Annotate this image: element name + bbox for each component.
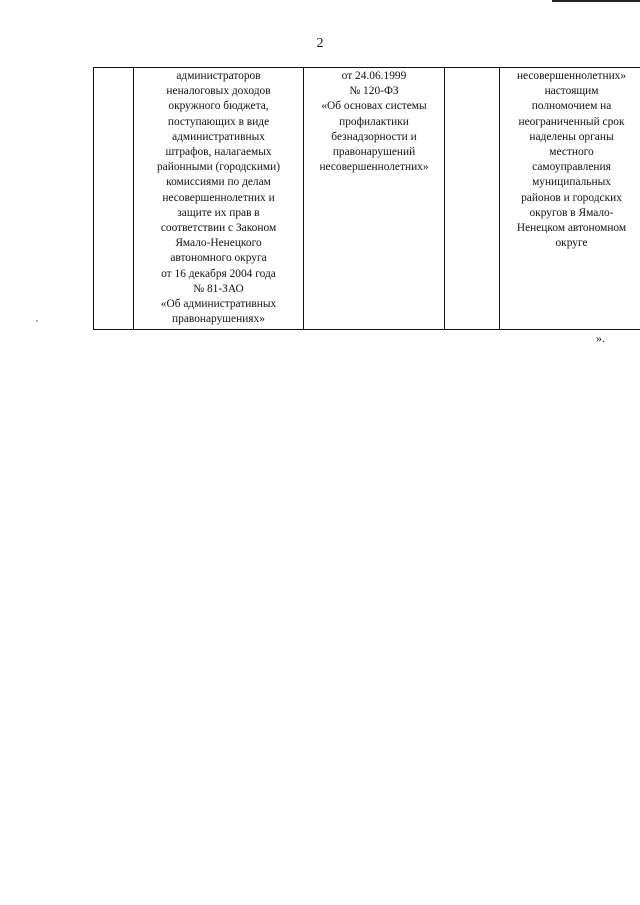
cell-text-line: несовершеннолетних»: [516, 70, 627, 82]
page-number: 2: [316, 36, 324, 51]
cell-text-line: неограниченный срок: [518, 115, 625, 128]
cell-text-line: неналоговых доходов: [166, 85, 271, 98]
cell-text-line: от 24.06.1999: [341, 70, 407, 82]
cell-text-line: Ненецком автономном: [516, 222, 627, 235]
cell-text-line: самоуправления: [532, 161, 611, 174]
cell-text-line: несовершеннолетних»: [319, 161, 429, 174]
cell-text-line: соответствии с Законом: [160, 222, 277, 235]
cell-text-line: администраторов: [176, 70, 261, 82]
cell-text-line: округе: [555, 237, 588, 250]
cell-text-line: № 120-ФЗ: [349, 85, 399, 98]
cell-text-line: защите их прав в: [177, 206, 260, 219]
table-cell-administrators: [134, 68, 304, 330]
table-cell-authority: [500, 68, 640, 330]
cell-text-line: комиссиями по делам: [166, 176, 271, 189]
cell-text-line: окружного бюджета,: [168, 100, 269, 113]
cell-text-line: штрафов, налагаемых: [165, 146, 272, 159]
table-cell-number: [94, 68, 134, 330]
cell-text-line: поступающих в виде: [167, 115, 270, 128]
cell-text-line: «Об основах системы: [321, 100, 427, 113]
cell-text-line: районными (городскими): [156, 161, 281, 174]
cell-text-line: Ямало-Ненецкого: [175, 237, 262, 250]
cell-text-line: профилактики: [339, 115, 409, 128]
cell-text-line: автономного округа: [170, 252, 267, 265]
cell-text-line: правонарушениях»: [172, 313, 265, 326]
table-cell-empty: [445, 68, 500, 330]
scan-artifact-dot: [36, 320, 38, 322]
cell-text-line: «Об административных: [160, 298, 277, 311]
cell-text-line: муниципальных: [532, 176, 611, 189]
document-table: [93, 67, 640, 330]
cell-text-line: округов в Ямало-: [529, 206, 614, 219]
cell-text-line: безнадзорности и: [331, 130, 417, 143]
closing-quote-mark: ».: [596, 331, 605, 345]
cell-text-line: правонарушений: [332, 146, 416, 159]
cell-text-line: административных: [172, 130, 265, 143]
scan-corner-mark: [552, 0, 640, 2]
cell-text-line: районов и городских: [521, 191, 622, 204]
table-cell-federal-law: [304, 68, 445, 330]
cell-text-line: настоящим: [544, 85, 599, 98]
cell-text-line: № 81-ЗАО: [193, 282, 244, 295]
table-row: [94, 68, 640, 330]
cell-text-line: от 16 декабря 2004 года: [161, 267, 276, 280]
cell-text-line: полномочием на: [531, 100, 612, 113]
cell-text-line: несовершеннолетних и: [162, 191, 275, 204]
cell-text-line: местного: [549, 146, 594, 159]
cell-text-line: наделены органы: [529, 130, 614, 143]
